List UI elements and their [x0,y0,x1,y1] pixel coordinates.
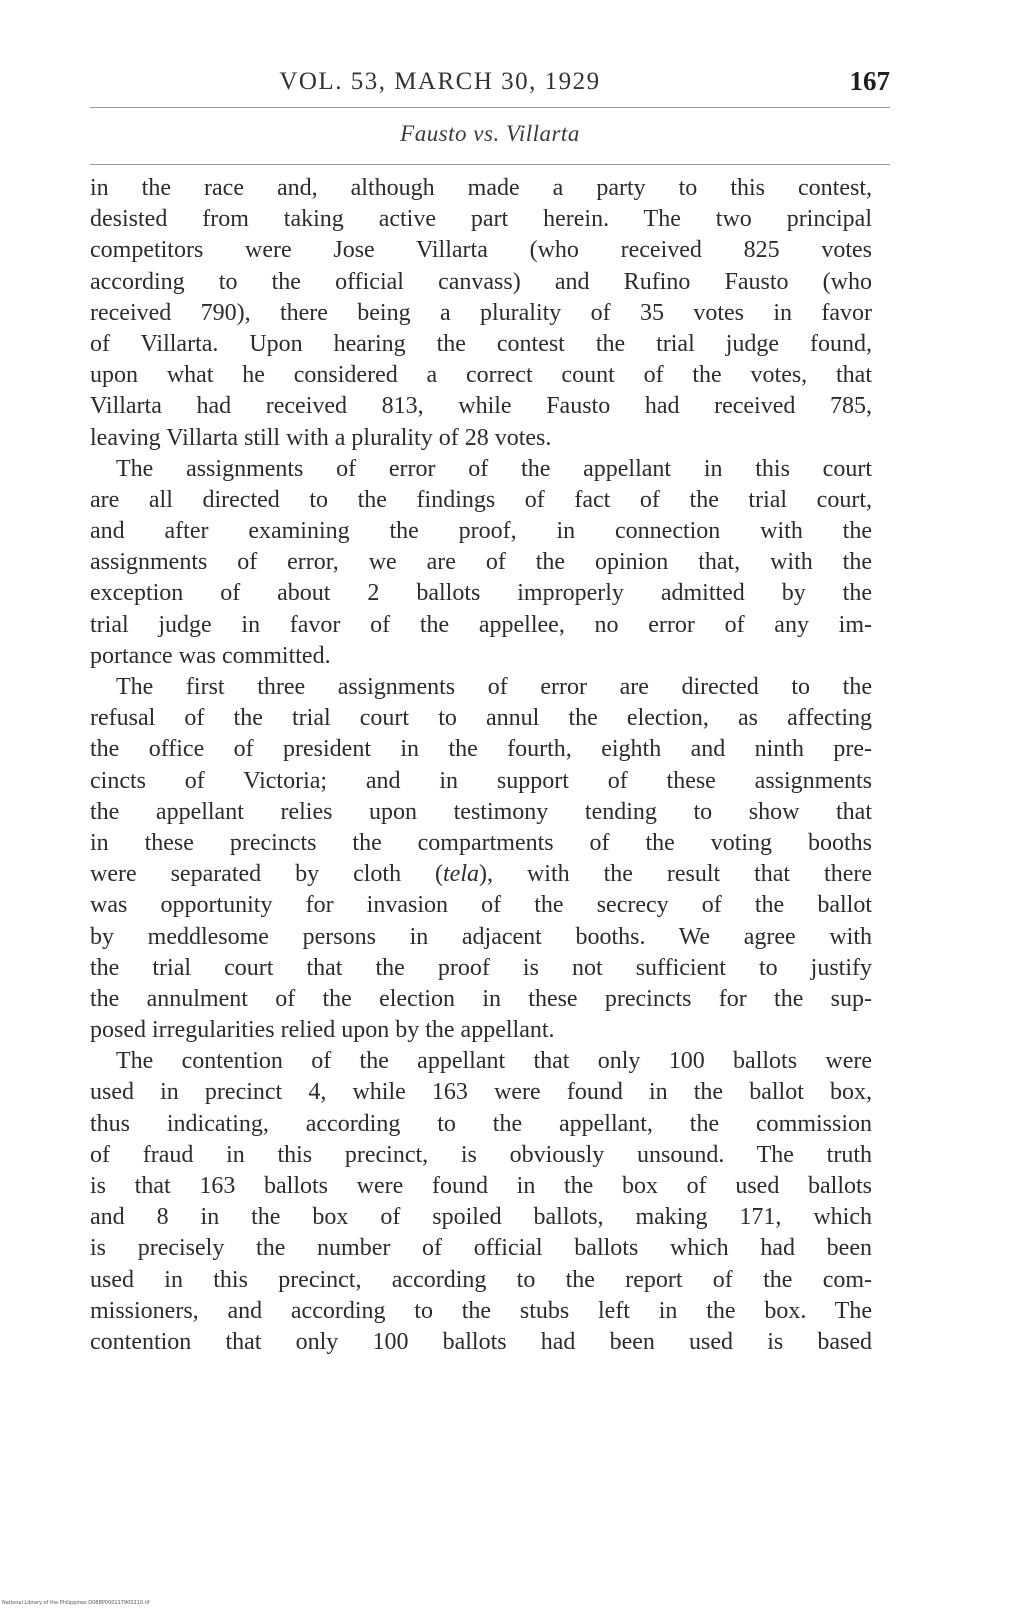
text-line: is that 163 ballots were found in the box of used ballots [90,1173,872,1199]
text-line: cincts of Victoria; and in support of these assignments [90,767,872,794]
text-line: the annulment of the election in these precincts for the sup- [90,985,872,1012]
text-line: was opportunity for invasion of the secrecy of the ballot [90,892,872,919]
text-line: trial judge in favor of the appellee, no error of any im- [90,611,872,638]
text-line: in these precincts the compartments of the voting booths [90,829,872,856]
text-line: used in precinct 4, while 163 were found in the ballot box, [90,1079,872,1106]
text-line: in the race and, although made a party to this contest, [90,175,872,201]
text-line: Villarta had received 813, while Fausto had received 785, [90,393,872,420]
text-line: leaving Villarta still with a plurality of 28 votes. [90,424,552,451]
text-line: of fraud in this precinct, is obviously unsound. The truth [90,1141,872,1168]
body-text [90,173,872,1358]
text-line: used in this precinct, according to the report of the com- [90,1266,872,1293]
paragraph-first-line: The contention of the appellant that only 100 ballots were [116,1048,872,1075]
case-title [90,121,890,147]
text-line: desisted from taking active part herein. The two principal [90,206,872,233]
text-line: missioners, and according to the stubs left in the box. The [90,1297,872,1324]
running-header [90,68,890,108]
text-line: and 8 in the box of spoiled ballots, making 171, which [90,1204,872,1231]
scan-footer-stamp: National Library of the Philippines D08BP000117900210.tif [2,1600,150,1606]
text-line: assignments of error, we are of the opinion that, with the [90,549,872,576]
text-line: of Villarta. Upon hearing the contest the trial judge found, [90,330,872,357]
italic-term: tela [443,861,480,888]
text-line: posed irregularities relied upon by the appellant. [90,1017,555,1044]
text-line: are all directed to the findings of fact of the trial court, [90,486,872,513]
text-line: the office of president in the fourth, eighth and ninth pre- [90,736,872,763]
paragraph-first-line: The assignments of error of the appellant in this court [116,455,872,482]
text-line: received 790), there being a plurality of 35 votes in favor [90,299,872,326]
text-line: competitors were Jose Villarta (who received 825 votes [90,237,872,264]
running-title: VOL. 53, MARCH 30, 1929 [279,68,601,95]
page-number: 167 [849,66,890,96]
text-line: by meddlesome persons in adjacent booths. We agree with [90,923,872,950]
paragraph-first-line: The first three assignments of error are directed to the [116,674,872,700]
text-line: is precisely the number of official ballots which had been [90,1235,872,1262]
text-line: the trial court that the proof is not sufficient to justify [90,954,872,981]
text-line: according to the official canvass) and Rufino Fausto (who [90,268,872,295]
text-line: thus indicating, according to the appellant, the commission [90,1110,872,1137]
header-rule-top [90,107,890,108]
text-line: exception of about 2 ballots improperly admitted by the [90,580,872,607]
text-line: upon what he considered a correct count of the votes, that [90,362,872,389]
text-line: portance was committed. [90,642,331,669]
text-line: contention that only 100 ballots had been used is based [90,1328,872,1355]
text-line: were separated by cloth (tela), with the result that there [90,861,873,888]
text-line: the appellant relies upon testimony tending to show that [90,798,872,825]
text-line: refusal of the trial court to annul the election, as affecting [90,705,872,732]
header-rule-bottom [90,164,890,165]
case-title-text: Fausto vs. Villarta [400,121,580,146]
text-line: and after examining the proof, in connection with the [90,518,872,545]
